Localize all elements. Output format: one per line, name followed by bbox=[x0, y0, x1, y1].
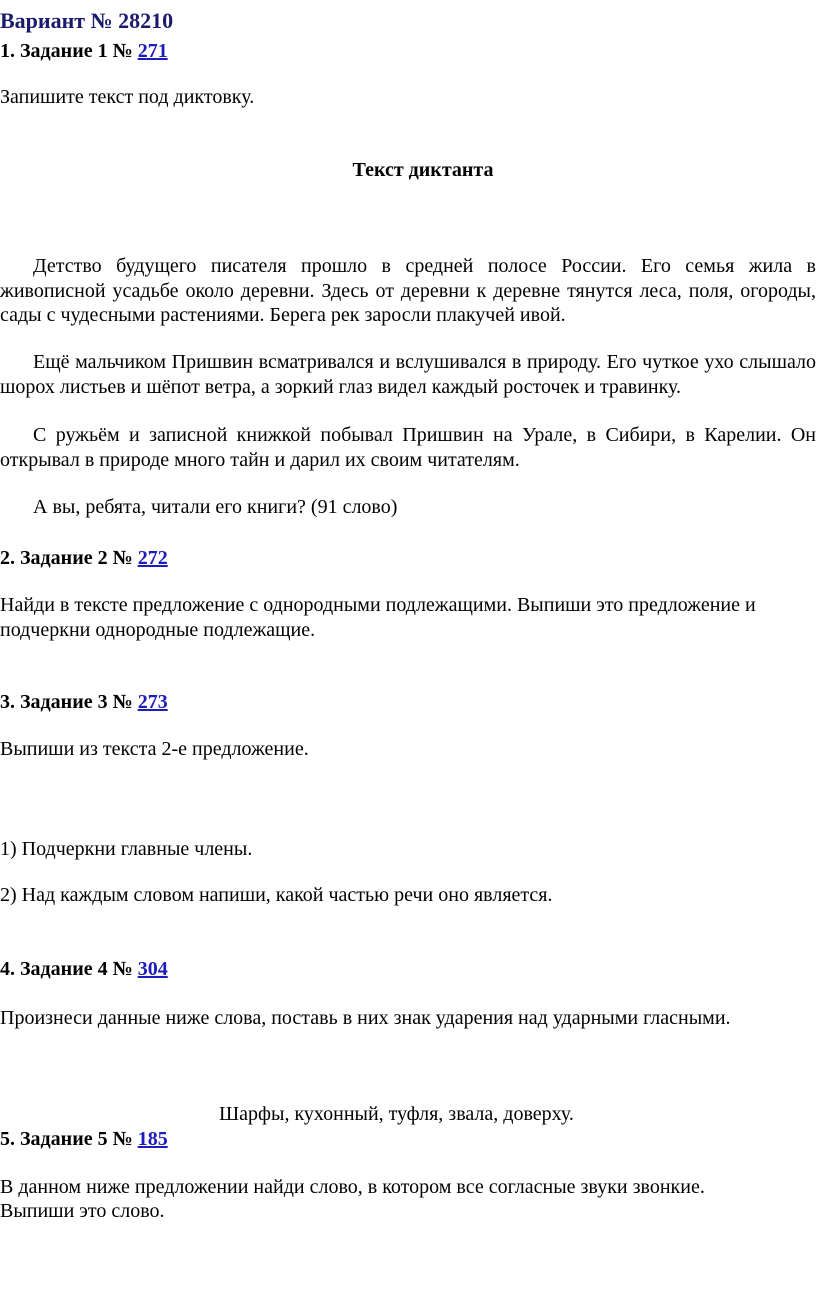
task-5-instruction-line-2: Выпиши это слово. bbox=[0, 1200, 165, 1222]
task-1-label: 1. Задание 1 № bbox=[0, 40, 138, 62]
task-5-label: 5. Задание 5 № bbox=[0, 1128, 138, 1150]
task-3-number-link[interactable]: 273 bbox=[137, 691, 168, 713]
dictation-paragraph-4: А вы, ребята, читали его книги? (91 слово) bbox=[33, 496, 398, 518]
task-3-header bbox=[0, 689, 168, 715]
dictation-paragraph-2: Ещё мальчиком Пришвин всматривался и вслушивался в природу. Его чуткое ухо слышало шорох листьев и шёпот ветра, а зоркий глаз видел каждый росточек и травинку. bbox=[0, 351, 816, 398]
document-title: Вариант № 28210 bbox=[0, 8, 174, 33]
task-4-instruction: Произнеси данные ниже слова, поставь в них знак ударения над ударными гласными. bbox=[0, 1007, 731, 1029]
task-1-instruction: Запишите текст под диктовку. bbox=[0, 86, 255, 108]
task-2-instruction-line-2: подчеркни однородные подлежащие. bbox=[0, 619, 316, 641]
dictation-paragraph-1: Детство будущего писателя прошло в средней полосе России. Его семья жила в живописной усадьбе около деревни. Здесь от деревни к деревне тянутся леса, поля, огороды, сады с чудесными растениями. Берега рек заросли плакучей ивой. bbox=[0, 255, 816, 326]
task-5-number-link[interactable]: 185 bbox=[137, 1128, 168, 1150]
task-3-item-2: 2) Над каждым словом напиши, какой частью речи оно является. bbox=[0, 884, 553, 906]
task-3-item-1: 1) Подчеркни главные члены. bbox=[0, 838, 253, 860]
task-3-label: 3. Задание 3 № bbox=[0, 691, 138, 713]
task-4-word-list: Шарфы, кухонный, туфля, звала, доверху. bbox=[219, 1103, 574, 1125]
task-3-instruction: Выпиши из текста 2-е предложение. bbox=[0, 738, 309, 760]
task-1-number-link[interactable]: 271 bbox=[137, 40, 168, 62]
task-5-header bbox=[0, 1126, 168, 1152]
task-2-label: 2. Задание 2 № bbox=[0, 547, 138, 569]
dictation-heading: Текст диктанта bbox=[352, 159, 494, 181]
task-2-header bbox=[0, 545, 168, 571]
task-1-header bbox=[0, 38, 168, 64]
task-4-number-link[interactable]: 304 bbox=[137, 958, 168, 980]
task-4-label: 4. Задание 4 № bbox=[0, 958, 138, 980]
task-2-instruction-line-1: Найди в тексте предложение с однородными подлежащими. Выпиши это предложение и bbox=[0, 594, 756, 616]
task-2-number-link[interactable]: 272 bbox=[137, 547, 168, 569]
dictation-paragraph-3: С ружьём и записной книжкой побывал Пришвин на Урале, в Сибири, в Карелии. Он открывал в природе много тайн и дарил их своим читателям. bbox=[0, 424, 816, 471]
task-4-header bbox=[0, 956, 168, 982]
task-5-instruction-line-1: В данном ниже предложении найди слово, в котором все согласные звуки звонкие. bbox=[0, 1176, 705, 1198]
